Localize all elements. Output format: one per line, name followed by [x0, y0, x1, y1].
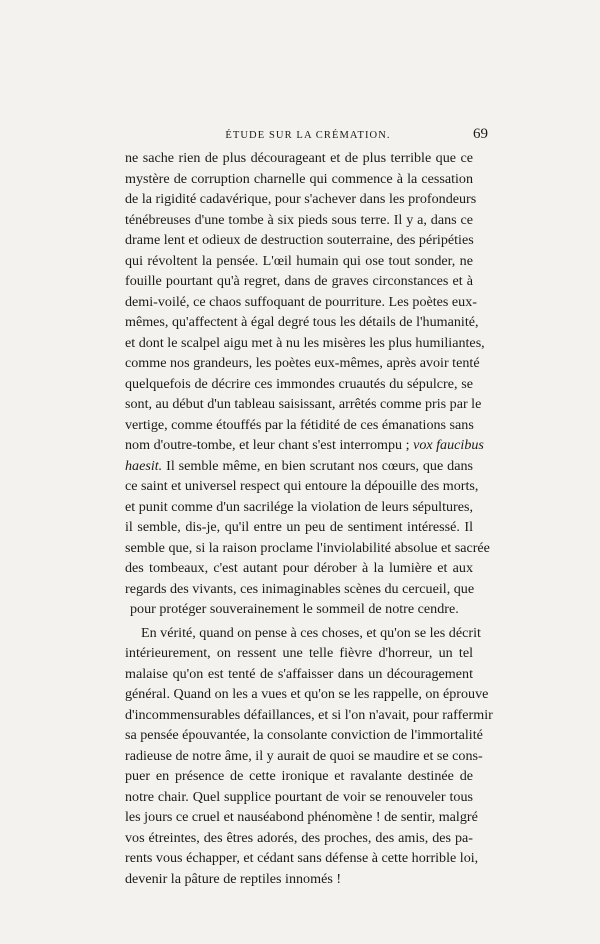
paragraph-2: [125, 623, 493, 890]
text-line: vertige, comme étouffés par la fétidité de ces émanations sans: [125, 416, 474, 433]
text-segment: nom d'outre-tombe, et leur chant s'est interrompu ;: [125, 437, 414, 453]
text-line: général. Quand on les a vues et qu'on se les rappelle, on éprouve: [125, 686, 489, 702]
text-line: qui révoltent la pensée. L'œil humain qui ose tout sonder, ne: [125, 252, 473, 269]
text-line: notre chair. Quel supplice pourtant de voir se renouveler tous: [125, 788, 473, 805]
text-line: sa pensée épouvantée, la consolante conviction de l'immortalité: [125, 727, 483, 743]
text-line: comme nos grandeurs, les poètes eux-mêmes, après avoir tenté: [125, 355, 480, 371]
text-line: semble que, si la raison proclame l'inviolabilité absolue et sacrée: [125, 539, 490, 556]
text-line-with-italic: [125, 435, 484, 456]
text-line: mystère de corruption charnelle qui commence à la cessation: [125, 170, 473, 187]
text-line: fouille pourtant qu'à regret, dans de graves circonstances et à: [125, 273, 473, 289]
text-line: les jours ce cruel et nauséabond phénomène ! de sentir, malgré: [125, 809, 478, 825]
text-line: ténébreuses d'une tombe à six pieds sous terre. Il y a, dans ce: [125, 211, 473, 228]
latin-quote: vox faucibus: [413, 437, 484, 453]
text-line: vos étreintes, des êtres adorés, des proches, des amis, des pa-: [125, 829, 473, 846]
text-line: de la rigidité cadavérique, pour s'achever dans les profondeurs: [125, 191, 477, 207]
text-line: ne sache rien de plus décourageant et de plus terrible que ce: [125, 150, 473, 166]
text-line: rents vous échapper, et cédant sans défense à cette horrible loi,: [125, 850, 479, 866]
text-line: devenir la pâture de reptiles innomés !: [125, 870, 342, 887]
page-header: [118, 126, 498, 146]
latin-quote-end: haesit.: [125, 457, 163, 474]
text-line: malaise qu'on est tenté de s'affaisser dans un découragement: [125, 665, 473, 682]
text-line: En vérité, quand on pense à ces choses, et qu'on se les décrit: [141, 624, 481, 641]
text-line: radieuse de notre âme, il y aurait de quoi se maudire et se cons-: [125, 747, 483, 764]
text-line: d'incommensurables défaillances, et si l'on n'avait, pour raffermir: [125, 706, 493, 723]
text-line: et punit comme d'un sacrilége la violation de leurs sépultures,: [125, 498, 473, 515]
text-line: pour protéger souverainement le sommeil de notre cendre.: [130, 601, 459, 617]
text-line: regards des vivants, ces inimaginables scènes du cercueil, que: [125, 580, 475, 597]
text-line: et dont le scalpel aigu met à nu les misères les plus humiliantes,: [125, 334, 485, 351]
page-number: 69: [473, 126, 488, 142]
text-line: puer en présence de cette ironique et ravalante destinée de: [125, 768, 473, 784]
text-line: des tombeaux, c'est autant pour dérober à la lumière et aux: [125, 560, 473, 576]
running-head: ÉTUDE SUR LA CRÉMATION.: [225, 130, 391, 141]
text-line-with-italic: [125, 456, 473, 477]
text-line: quelquefois de décrire ces immondes cruautés du sépulcre, se: [125, 375, 473, 392]
text-line: il semble, dis-je, qu'il entre un peu de sentiment intéressé. Il: [125, 519, 473, 535]
text-line: demi-voilé, ce chaos suffoquant de pourriture. Les poètes eux-: [125, 293, 477, 310]
paragraph-1: [125, 148, 490, 620]
text-segment: Il semble même, en bien scrutant nos cœurs, que dans: [162, 457, 473, 474]
text-line: sont, au début d'un tableau saisissant, arrêtés comme pris par le: [125, 396, 482, 412]
text-line: mêmes, qu'affectent à égal degré tous les détails de l'humanité,: [125, 314, 479, 330]
text-line: drame lent et odieux de destruction souterraine, des péripéties: [125, 232, 474, 248]
text-line: intérieurement, on ressent une telle fièvre d'horreur, un tel: [125, 645, 473, 661]
body-text: [125, 148, 493, 889]
text-line: ce saint et universel respect qui entoure la dépouille des morts,: [125, 478, 479, 494]
